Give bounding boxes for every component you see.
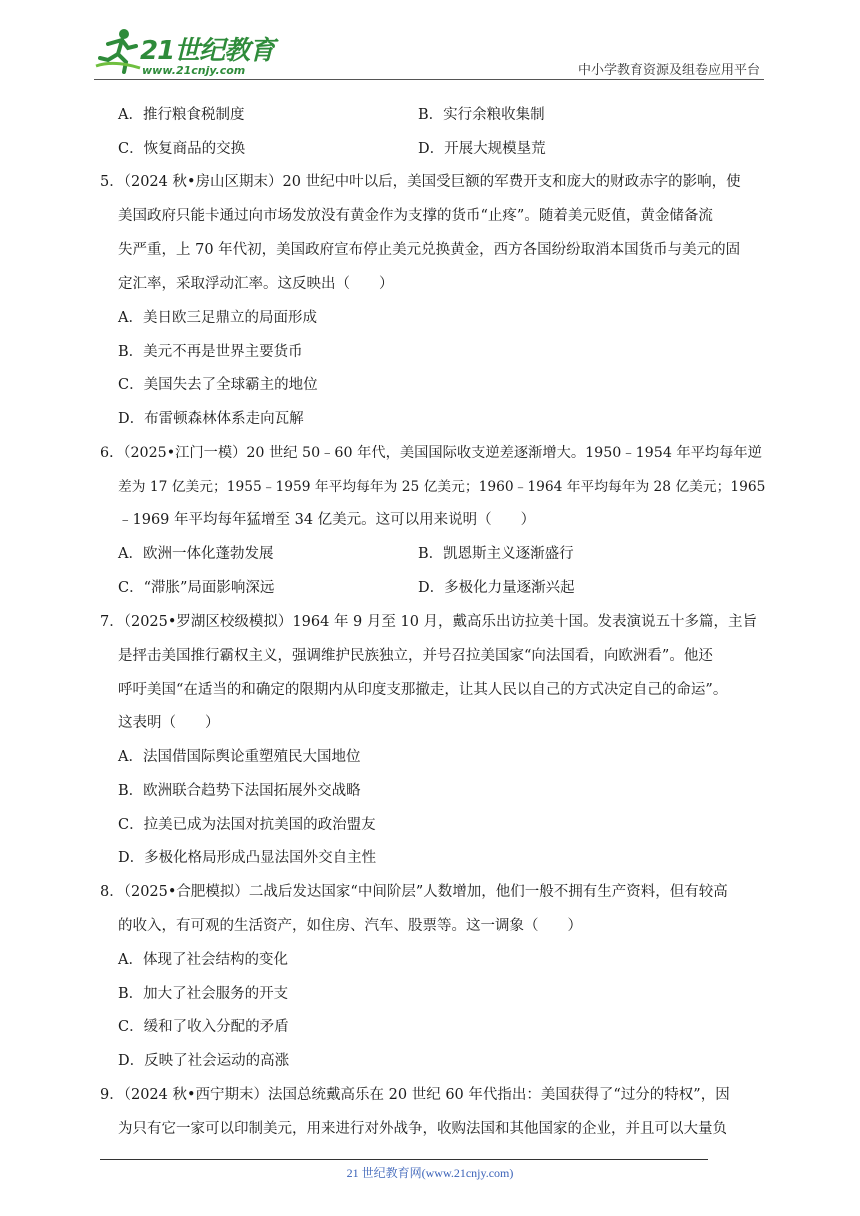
q6-stem-line-1: 6．（2025•江门一模）20 世纪 50﹣60 年代，美国国际收支逆差逐渐增大。1950﹣1954 年平均每年逆 <box>100 445 762 461</box>
q8-stem-line-2: 的收入，有可观的生活资产，如住房、汽车、股票等。这一调象（ ） <box>118 918 582 934</box>
q4-option-d[interactable]: D．开展大规模垦荒 <box>418 141 546 157</box>
q7-stem-line-1: 7．（2025•罗湖区校级模拟）1964 年 9 月至 10 月，戴高乐出访拉美十国。发表演说五十多篇，主旨 <box>100 614 758 630</box>
q6-option-c[interactable]: C．“滞胀”局面影响深远 <box>118 580 275 596</box>
q4-option-a[interactable]: A．推行粮食税制度 <box>118 107 245 123</box>
q4-option-c[interactable]: C．恢复商品的交换 <box>118 141 246 157</box>
q9-stem-line-2: 为只有它一家可以印制美元，用来进行对外战争，收购法国和其他国家的企业，并且可以大量负 <box>118 1121 727 1137</box>
q8-option-b[interactable]: B．加大了社会服务的开支 <box>118 986 289 1002</box>
q6-stem-line-3: ﹣1969 年平均每年猛增至 34 亿美元。这可以用来说明（ ） <box>118 512 536 528</box>
footer-divider <box>100 1159 708 1160</box>
platform-title: 中小学教育资源及组卷应用平台 <box>577 63 760 78</box>
q9-stem-line-1: 9．（2024 秋•西宁期末）法国总统戴高乐在 20 世纪 60 年代指出：美国获得了“过分的特权”，因 <box>100 1087 730 1103</box>
q6-option-a[interactable]: A．欧洲一体化蓬勃发展 <box>118 546 274 562</box>
q7-stem-line-3: 呼吁美国“在适当的和确定的限期内从印度支那撤走，让其人民以自己的方式决定自己的命运”。 <box>118 682 728 698</box>
runner-logo-icon <box>94 26 142 74</box>
q5-option-c[interactable]: C．美国失去了全球霸主的地位 <box>118 377 318 393</box>
q8-stem-line-1: 8．（2025•合肥模拟）二战后发达国家“中间阶层”人数增加，他们一般不拥有生产资料，但有较高 <box>100 884 728 900</box>
q6-stem-line-2: 差为 17 亿美元；1955﹣1959 年平均每年为 25 亿美元；1960﹣1964 年平均每年为 28 亿美元；1965 <box>118 479 766 495</box>
q7-stem-line-2: 是抨击美国推行霸权主义，强调维护民族独立，并号召拉美国家“向法国看，向欧洲看”。他还 <box>118 648 713 664</box>
q8-option-d[interactable]: D．反映了社会运动的高涨 <box>118 1053 290 1069</box>
q5-option-d[interactable]: D．布雷顿森林体系走向瓦解 <box>118 411 304 427</box>
q7-option-d[interactable]: D．多极化格局形成凸显法国外交自主性 <box>118 850 377 866</box>
q5-option-a[interactable]: A．美日欧三足鼎立的局面形成 <box>118 310 317 326</box>
logo-text: 21世纪教育 <box>140 36 275 66</box>
q7-option-b[interactable]: B．欧洲联合趋势下法国拓展外交战略 <box>118 783 361 799</box>
q5-stem-line-3: 失严重，上 70 年代初，美国政府宣布停止美元兑换黄金，西方各国纷纷取消本国货币与美元的固 <box>118 242 741 258</box>
site-logo <box>94 26 294 80</box>
q5-option-b[interactable]: B．美元不再是世界主要货币 <box>118 344 303 360</box>
q5-stem-line-1: 5．（2024 秋•房山区期末）20 世纪中叶以后，美国受巨额的军费开支和庞大的财政赤字的影响，使 <box>100 174 741 190</box>
q4-option-b[interactable]: B．实行余粮收集制 <box>418 107 545 123</box>
q8-option-a[interactable]: A．体现了社会结构的变化 <box>118 952 288 968</box>
q6-option-b[interactable]: B．凯恩斯主义逐渐盛行 <box>418 546 574 562</box>
q6-option-d[interactable]: D．多极化力量逐渐兴起 <box>418 580 575 596</box>
logo-url: www.21cnjy.com <box>142 64 246 77</box>
q8-option-c[interactable]: C．缓和了收入分配的矛盾 <box>118 1019 289 1035</box>
q5-stem-line-4: 定汇率，采取浮动汇率。这反映出（ ） <box>118 276 394 292</box>
q7-option-c[interactable]: C．拉美已成为法国对抗美国的政治盟友 <box>118 817 376 833</box>
footer-link[interactable]: 21 世纪教育网(www.21cnjy.com) <box>346 1166 514 1180</box>
q7-stem-line-4: 这表明（ ） <box>118 715 220 731</box>
page-header <box>0 0 860 80</box>
q7-option-a[interactable]: A．法国借国际舆论重塑殖民大国地位 <box>118 749 361 765</box>
q5-stem-line-2: 美国政府只能卡通过向市场发放没有黄金作为支撑的货币“止疼”。随着美元贬值，黄金储备流 <box>118 208 713 224</box>
header-divider <box>94 79 764 80</box>
